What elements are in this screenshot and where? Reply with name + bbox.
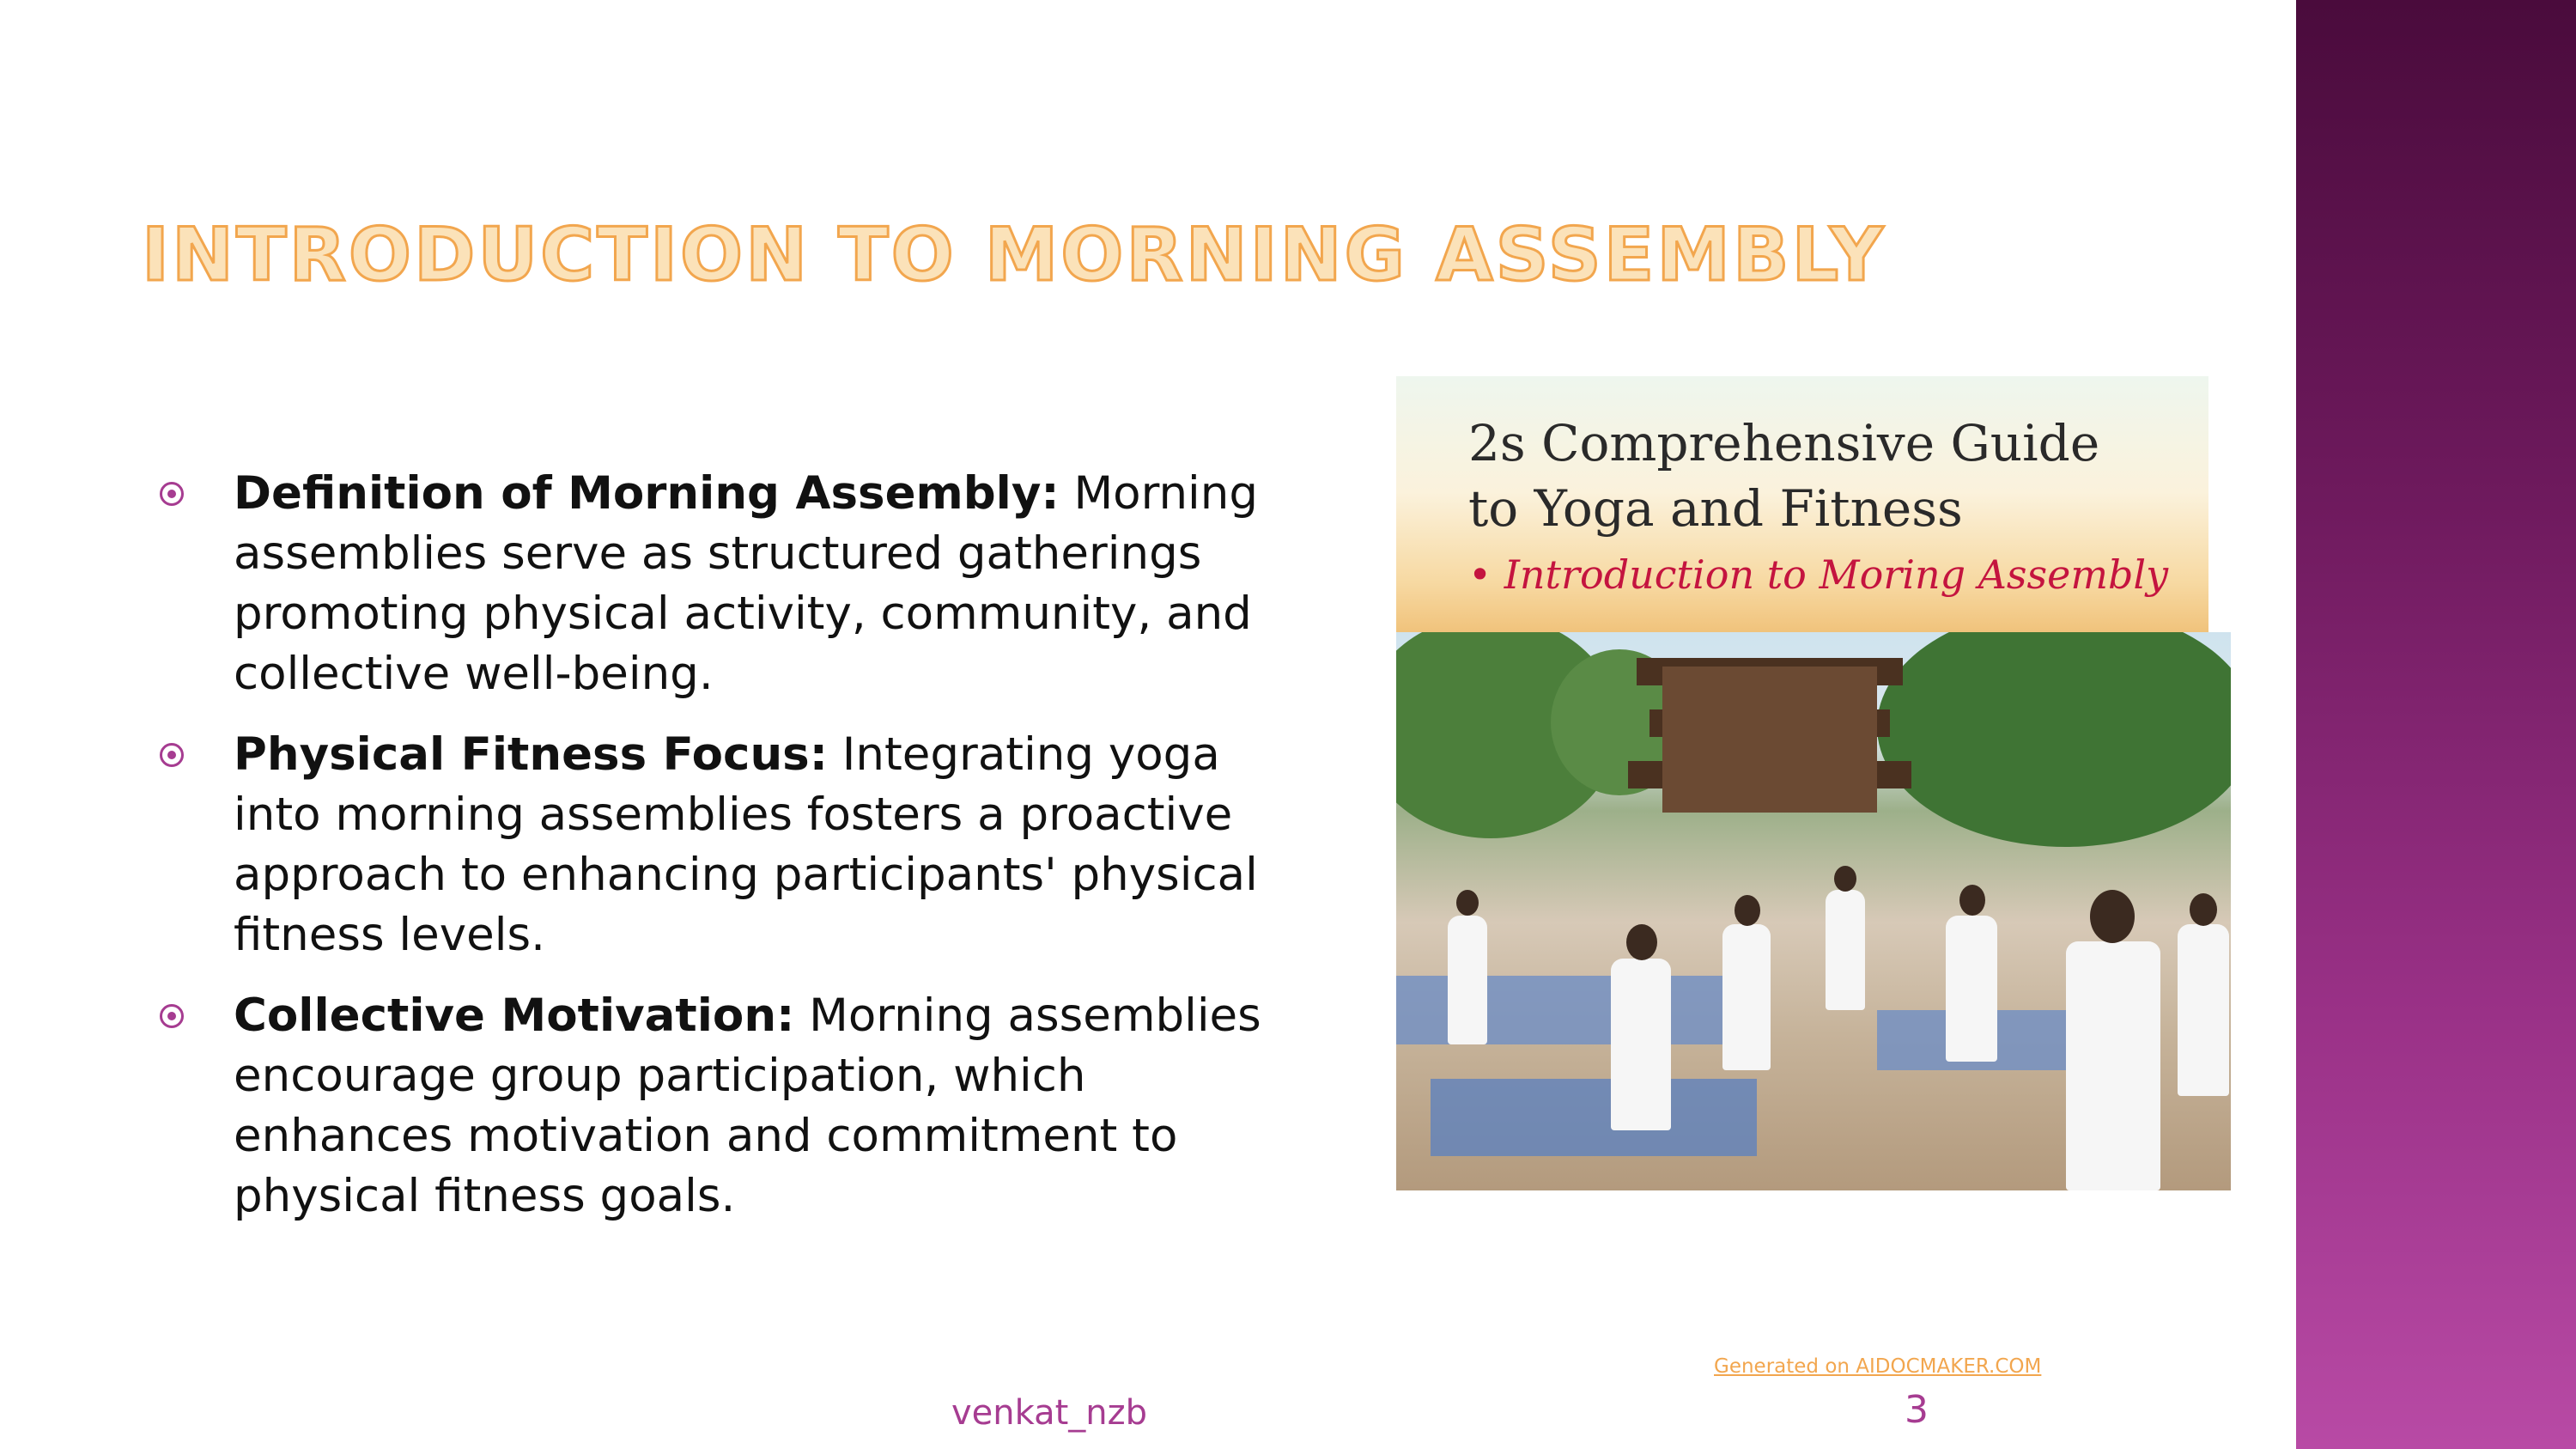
image-banner [1396,376,2208,634]
bullet-item [155,725,1297,965]
yoga-person [2178,924,2229,1096]
yoga-person-head [1959,885,1985,916]
bullet-text: Morning assemblies serve as structured gatherings promoting physical activity, community, and collective well-being. [234,467,1259,700]
yoga-person-head [2090,890,2135,943]
page-number: 3 [1905,1388,1929,1432]
slide-title: INTRODUCTION TO MORNING ASSEMBLY [142,212,1886,298]
yoga-person-head [1834,866,1856,892]
bullet-heading: Collective Motivation: [234,989,795,1042]
bullet-text: Integrating yoga into morning assemblies fosters a proactive approach to enhancing participants' physical fitness levels. [234,728,1258,961]
bullet-circle-icon [160,1004,184,1028]
image-caption-line: to Yoga and Fitness [1468,479,1963,538]
yoga-person [1826,890,1865,1010]
bullet-heading: Definition of Morning Assembly: [234,467,1060,520]
image-caption-line: 2s Comprehensive Guide [1468,414,2100,472]
yoga-person [2066,941,2160,1190]
bullet-item [155,464,1297,704]
bullet-list [155,464,1297,1247]
yoga-group-photo [1396,632,2231,1190]
yoga-person [1722,924,1771,1070]
tree-shape [1877,632,2231,847]
temple-body [1662,667,1877,813]
yoga-person-head [2190,893,2217,926]
yoga-mat [1431,1079,1757,1156]
yoga-assembly-image [1396,376,2231,1190]
generator-credit-link[interactable]: Generated on AIDOCMAKER.COM [1714,1355,2042,1378]
bullet-heading: Physical Fitness Focus: [234,728,828,781]
yoga-person-head [1626,924,1657,960]
yoga-person [1946,916,1997,1062]
footer-author: venkat_nzb [951,1393,1148,1433]
bullet-circle-icon [160,743,184,767]
yoga-person-head [1735,895,1760,926]
bullet-circle-icon [160,482,184,506]
yoga-person [1448,916,1487,1044]
yoga-person [1611,959,1671,1130]
bullet-item [155,986,1297,1227]
bullet-text: Morning assemblies encourage group participation, which enhances motivation and commitment to physical fitness goals. [234,989,1261,1222]
yoga-person-head [1456,890,1479,916]
image-caption-subtitle: • Introduction to Moring Assembly [1468,551,2169,598]
decorative-side-band [2296,0,2576,1449]
